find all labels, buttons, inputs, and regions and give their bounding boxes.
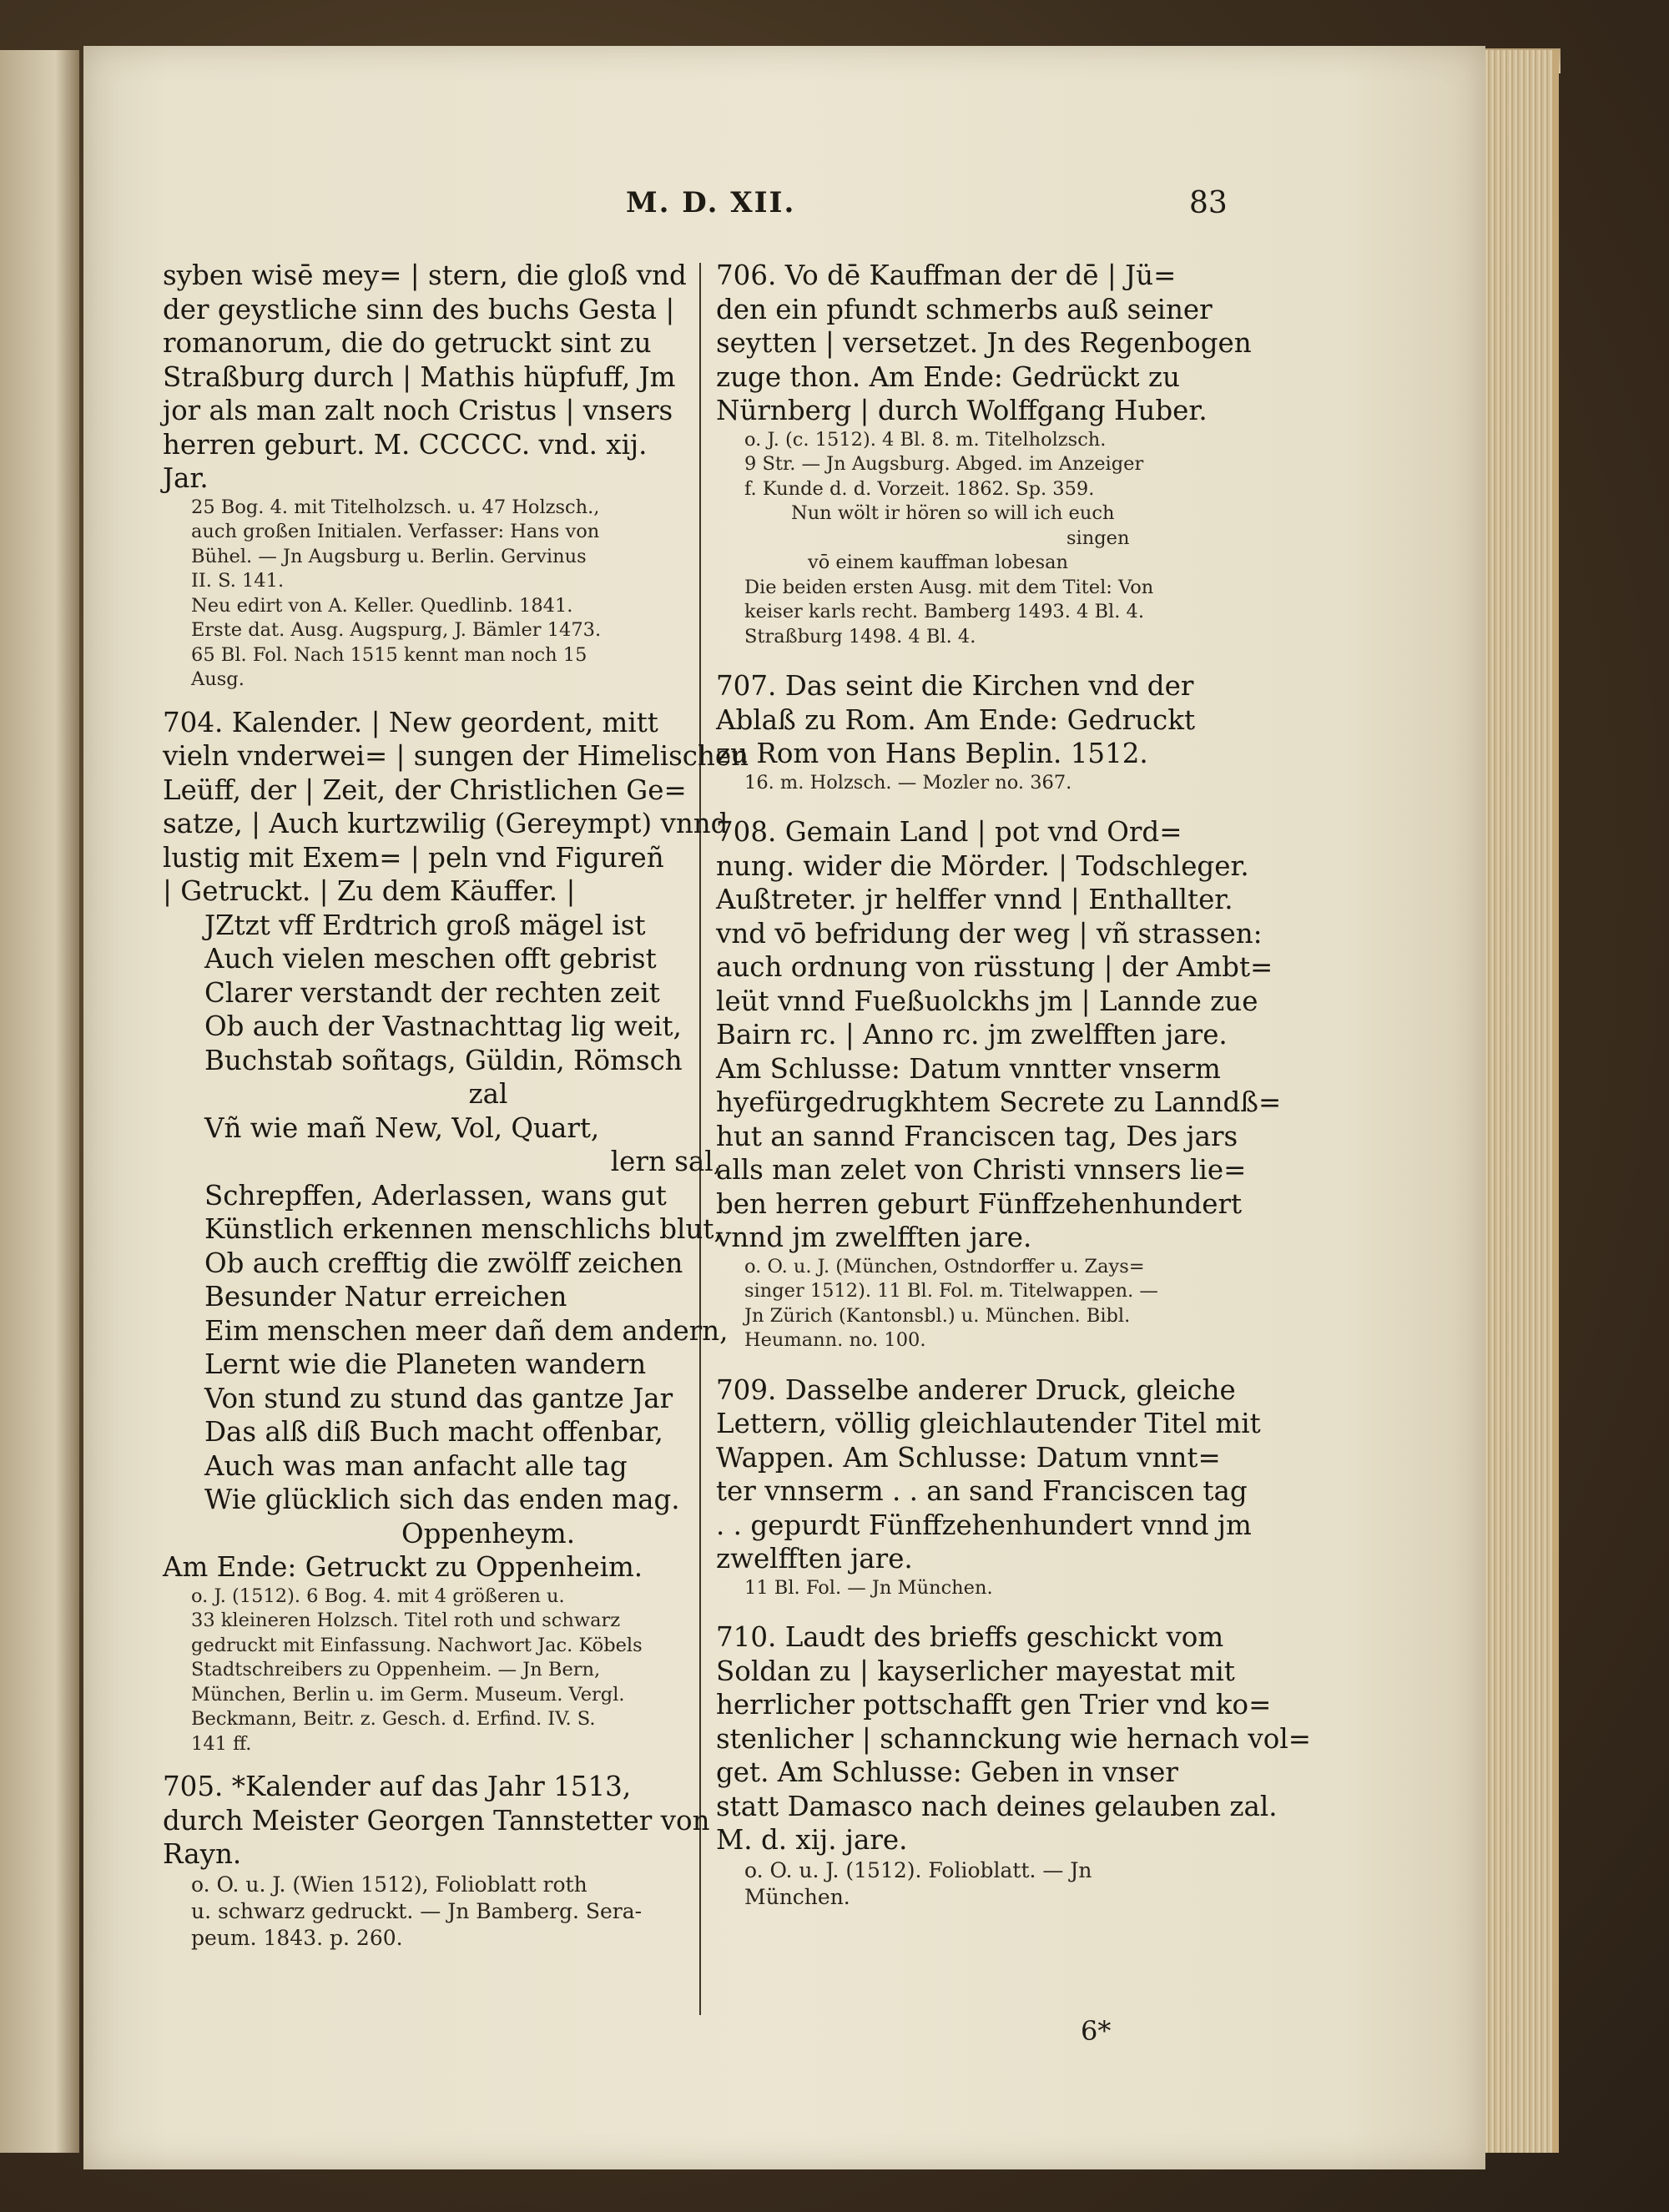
entry-708-title: 708. Gemain Land | pot vnd Ord= nung. wider die Mörder. | Todschleger. Außtreter. jr helffer vnnd | Enthallter. vnd vō befridung der weg | vñ strassen: auch ordnung von rüsstung | der Ambt= leüt vnnd Fueßuolckhs jm | Lannde zue Bairn rc. | Anno rc. jm zwelfften jare. Am Schlusse: Datum vnntter vnserm hyefürgedrugkhtem Secrete zu Lanndß= hut an sannd Franciscen tag, Des jars alls man zelet von Christi vnnsers lie= ben herren geburt Fünffzehenhundert vnnd jm zwelfften jare. — [716, 816, 1282, 1253]
entry-708-notes: o. O. u. J. (München, Ostndorffer u. Zays= singer 1512). 11 Bl. Fol. m. Titelwappen. — Jn Zürich (Kantonsbl.) u. München. Bibl. Heumann. no. 100. — [744, 1255, 1158, 1351]
page-stack-edge — [1473, 50, 1559, 2153]
entry-continued-notes-2: Neu edirt von A. Keller. Quedlinb. 1841. Erste dat. Ausg. Augspurg, J. Bämler 1473. 65 Bl. Fol. Nach 1515 kennt man noch 15 Ausg. — [191, 594, 602, 690]
entry-continued-title: syben wisē mey= | stern, die gloß vnd der geystliche sinn des buchs Gesta | romanorum, die do getruckt sint zu Straßburg durch | Mathis hüpfuff, Jm jor als man zalt noch Cristus | vnsers herren geburt. M. CCCCC. vnd. xij. Jar. — [163, 259, 687, 494]
entry-705-notes: o. O. u. J. (Wien 1512), Folioblatt roth u. schwarz gedruckt. — Jn Bamberg. Sera- peum. 1843. p. 260. — [191, 1872, 643, 1950]
book-page — [83, 46, 1485, 2169]
page-header — [83, 186, 1485, 228]
entry-709-title: 709. Dasselbe anderer Druck, gleiche Lettern, völlig gleichlautender Titel mit Wappen. Am Schlusse: Datum vnnt= ter vnnserm . . an sand Franciscen tag . . gepurdt Fünffzehenhundert vnnd jm zwelfften jare. — [716, 1373, 1261, 1575]
running-head: M. D. XII. — [626, 186, 796, 219]
signature-mark: 6* — [1081, 2015, 1112, 2047]
entry-706-notes: o. J. (c. 1512). 4 Bl. 8. m. Titelholzsch. 9 Str. — Jn Augsburg. Abged. im Anzeiger f. Kunde d. d. Vorzeit. 1862. Sp. 359. — [744, 428, 1144, 500]
entry-704-verse: JZtzt vff Erdtrich groß mägel ist Auch vielen meschen offt gebrist Clarer verstandt der rechten zeit Ob auch der Vastnachttag lig weit, Buchstab soñtags, Güldin, Römsch zal Vñ wie mañ New, Vol, Quart, lern sal, Schrepffen, Aderlassen, wans gut Künstlich erkennen menschlichs blut, Ob auch crefftig die zwölff zeichen Besunder Natur erreichen Eim menschen meer dañ dem andern, Lernt wie die Planeten wandern Von stund zu stund das gantze Jar Das alß diß Buch macht offenbar, Auch was man anfacht alle tag Wie glücklich sich das enden mag. Oppenheym. — [204, 909, 729, 1549]
entry-704-notes: o. J. (1512). 6 Bog. 4. mit 4 größeren u. 33 kleineren Holzsch. Titel roth und schwarz gedruckt mit Einfassung. Nachwort Jac. Köbels Stadtschreibers zu Oppenheim. — Jn Bern, München, Berlin u. im Germ. Museum. Vergl. Beckmann, Beitr. z. Gesch. d. Erfind. IV. S. 141 ff. — [191, 1585, 643, 1755]
entry-704-title: 704. Kalender. | New geordent, mitt vieln vnderwei= | sungen der Himelischen Leüff, der | Zeit, der Christlichen Ge= satze, | Auch kurtzwilig (Gereympt) vnnd lustig mit Exem= | peln vnd Figureñ | Getruckt. | Zu dem Käuffer. | — [163, 706, 749, 907]
entry-continued-notes: 25 Bog. 4. mit Titelholzsch. u. 47 Holzsch., auch großen Initialen. Verfasser: Hans von Bühel. — Jn Augsburg u. Berlin. Gervinus II. S. 141. — [191, 496, 600, 592]
entry-710-notes: o. O. u. J. (1512). Folioblatt. — Jn München. — [744, 1857, 1092, 1909]
right-column — [716, 259, 1334, 1911]
left-column — [163, 259, 772, 1952]
entry-707-title: 707. Das seint die Kirchen vnd der Ablaß zu Rom. Am Ende: Gedruckt zu Rom von Hans Beplin. 1512. — [716, 670, 1196, 769]
entry-705-title: 705. *Kalender auf das Jahr 1513, durch Meister Georgen Tannstetter von Rayn. — [163, 1771, 710, 1870]
page-number: 83 — [1189, 186, 1228, 220]
entry-710-title: 710. Laudt des brieffs geschickt vom Soldan zu | kayserlicher mayestat mit herrlicher pottschafft gen Trier vnd ko= stenlicher | schannckung wie hernach vol= get. Am Schlusse: Geben in vnser statt Damasco nach deines gelauben zal. M. d. xij. jare. — [716, 1621, 1311, 1856]
entry-704-end: Am Ende: Getruckt zu Oppenheim. — [163, 1551, 643, 1583]
entry-706-title: 706. Vo dē Kauffman der dē | Jü= den ein pfundt schmerbs auß seiner seytten | versetzet. Jn des Regenbogen zuge thon. Am Ende: Gedrückt zu Nürnberg | durch Wolffgang Huber. — [716, 259, 1252, 426]
entry-709-notes: 11 Bl. Fol. — Jn München. — [744, 1576, 993, 1599]
facing-page-edge — [0, 50, 79, 2153]
entry-706-quote: Nun wölt ir hören so will ich euch singen vō einem kauffman lobesan — [791, 502, 1130, 573]
entry-706-notes-2: Die beiden ersten Ausg. mit dem Titel: Von keiser karls recht. Bamberg 1493. 4 Bl. 4. Straßburg 1498. 4 Bl. 4. — [744, 576, 1154, 647]
entry-707-notes: 16. m. Holzsch. — Mozler no. 367. — [744, 771, 1072, 794]
